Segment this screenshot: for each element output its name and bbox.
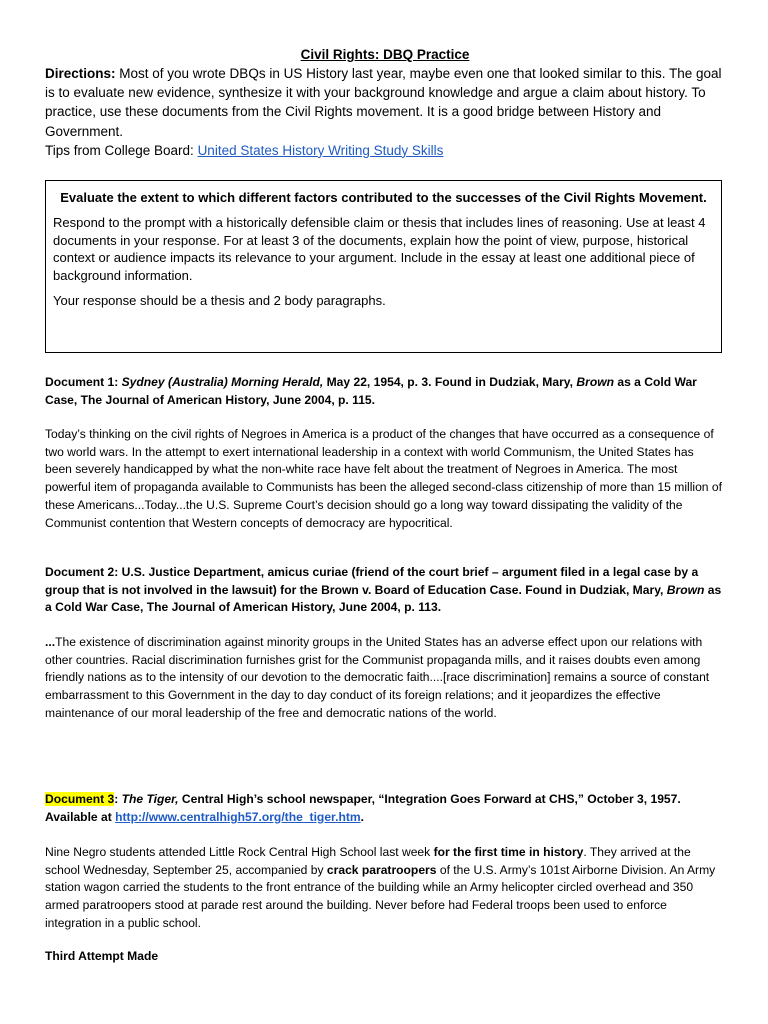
document-1-label: Document 1:	[45, 375, 122, 389]
directions-paragraph	[45, 64, 725, 141]
prompt-question: Evaluate the extent to which different factors contributed to the successes of the Civil Rights Movement.	[60, 190, 707, 205]
tips-link[interactable]: United States History Writing Study Skills	[197, 142, 444, 158]
document-3-url-end: .	[360, 809, 364, 824]
document-3-body-part1: Nine Negro students attended Little Rock Central High School last week	[45, 845, 434, 859]
document-1-source-end: as a Cold War Case, The Journal of American History, June 2004, p. 115.	[45, 375, 697, 407]
document-3-body-emphasis2: crack paratroopers	[326, 862, 437, 877]
document-1-source	[45, 374, 723, 409]
document-1-body-block	[45, 426, 723, 532]
document-3-body-part3: of the U.S. Army’s 101st Airborne Division. An Army station wagon carried the students to the front entrance of the building while an Army helicopter circled overhead and 350 armed paratroopers stood at parade rest around the building. Never before had Federal troops been used to enforce integration in a public school.	[45, 862, 716, 930]
document-1-source-rest: May 22, 1954, p. 3. Found in Dudziak, Mary,	[323, 375, 577, 389]
document-2-source-end: as a Cold War Case, The Journal of American History, June 2004, p. 113.	[45, 582, 722, 615]
document-3-body-emphasis1: for the first time in history	[433, 845, 584, 859]
document-2-source-text: Document 2: U.S. Justice Department, amicus curiae (friend of the court brief – argument filed in a legal case by a group that is not involved in the lawsuit) for the Brown v. Board of Education Case. Found in Dudziak, Mary,	[45, 565, 699, 597]
prompt-box	[45, 180, 722, 353]
tips-label: Tips from College Board:	[45, 142, 198, 158]
document-3-subhead: Third Attempt Made	[45, 949, 159, 963]
directions-text: Most of you wrote DBQs in US History last year, maybe even one that looked similar to this. The goal is to evaluate new evidence, synthesize it with your background knowledge and argue a claim about history. To practice, use these documents from the Civil Rights movement. It is a good bridge between History and Government.	[45, 66, 722, 139]
document-3-source	[45, 791, 723, 809]
document-2-body-block	[45, 634, 723, 723]
document-2-body	[45, 634, 723, 723]
document-2-body-text: The existence of discrimination against minority groups in the United States has an adverse effect upon our relations with other countries. Racial discrimination furnishes grist for the Communist propaganda mills, and it raises doubts even among friendly nations as to the intensity of our devotion to the democratic faith....[race discrimination] remains a source of constant embarrassment to this Government in the day to day conduct of its foreign relations; and it jeopardizes the effective maintenance of our moral leadership of the free and democratic nations of the world.	[45, 635, 710, 720]
document-3-label: Document 3	[45, 792, 115, 806]
document-3-source-title: The Tiger,	[121, 792, 179, 806]
document-3-body-block	[45, 844, 723, 933]
document-3-url-link[interactable]: http://www.centralhigh57.org/the_tiger.htm	[115, 809, 361, 824]
document-1-body: Today’s thinking on the civil rights of Negroes in America is a product of the changes that have occurred as a consequence of two world wars. In the attempt to exert international leadership in a context with world Communism, the United States has been severely handicapped by what the non-white race have felt about the treatment of Negroes in America. The most powerful item of propaganda available to Communists has been the alleged second-class citizenship of more than 15 million of these Americans...Today...the U.S. Supreme Court’s decision should go a long way toward dissipating the validity of the Communist contention that Western concepts of democracy are hypocritical.	[45, 427, 722, 530]
document-1-source-case: Brown	[576, 375, 614, 389]
document-page	[45, 46, 725, 963]
document-2-ellipsis: ...	[45, 635, 56, 649]
directions-label: Directions:	[45, 66, 116, 81]
document-2-source	[45, 564, 723, 617]
document-3	[45, 791, 723, 826]
prompt-instructions: Respond to the prompt with a historically defensible claim or thesis that includes lines of reasoning. Use at least 4 documents in your response. For at least 3 of the documents, explain how the point of view, purpose, historical context or audience impacts its relevance to your argument. Include in the essay at least one additional piece of background information.	[53, 215, 706, 283]
document-2-source-case: Brown	[666, 582, 705, 597]
document-3-source-rest: Central High’s school newspaper, “Integration Goes Forward at CHS,” October 3, 1957.	[178, 792, 681, 806]
document-2	[45, 564, 723, 617]
tips-line	[45, 141, 725, 160]
document-1	[45, 374, 723, 409]
document-3-body-part2: . They arrived at the school Wednesday, September 25, accompanied by	[45, 845, 691, 877]
document-3-availability	[45, 809, 723, 827]
prompt-response-note: Your response should be a thesis and 2 body paragraphs.	[53, 293, 386, 309]
document-3-available-label: Available at	[45, 809, 116, 824]
document-3-body	[45, 844, 723, 933]
document-3-colon: :	[114, 792, 122, 806]
document-3-subhead-block	[45, 948, 723, 966]
page-title: Civil Rights: DBQ Practice	[300, 47, 470, 62]
document-1-source-title: Sydney (Australia) Morning Herald,	[121, 375, 324, 389]
